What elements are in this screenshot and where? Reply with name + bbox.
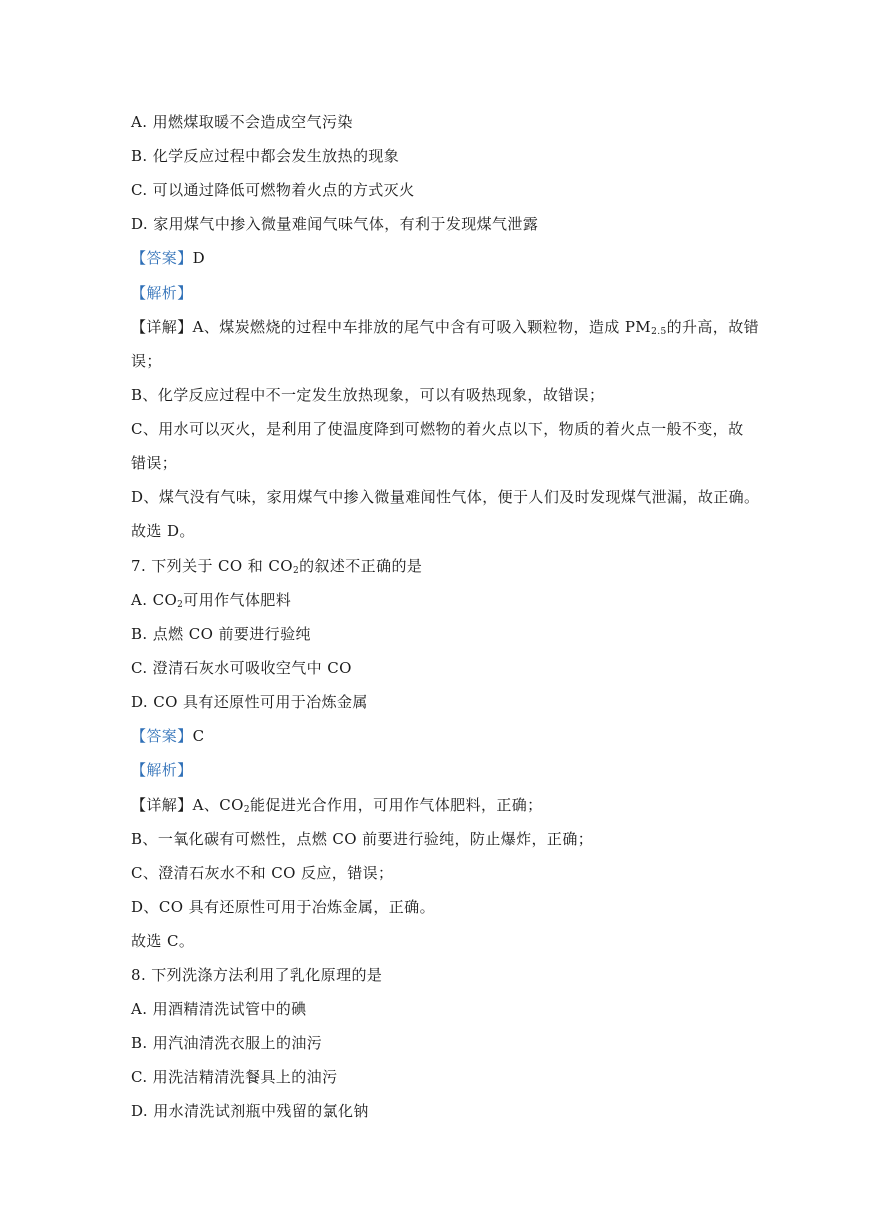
co2-subscript: 2 bbox=[177, 600, 184, 610]
q7-detail-d: D、CO 具有还原性可用于冶炼金属，正确。 bbox=[131, 898, 435, 916]
detail-a-text: A、CO bbox=[192, 796, 244, 814]
q6-analysis-tag: 【解析】 bbox=[131, 284, 193, 302]
q8-option-a: A. 用酒精清洗试管中的碘 bbox=[131, 1000, 307, 1018]
q7-conclusion: 故选 C。 bbox=[131, 932, 195, 950]
q6-answer bbox=[131, 248, 205, 268]
q7-answer bbox=[131, 726, 205, 746]
q7-detail-a bbox=[131, 795, 543, 815]
detail-tag: 【详解】 bbox=[131, 796, 193, 814]
q7-stem bbox=[131, 556, 422, 576]
q7-stem-text-end: 的叙述不正确的是 bbox=[299, 557, 423, 575]
q7-option-c: C. 澄清石灰水可吸收空气中 CO bbox=[131, 659, 352, 677]
pm-subscript: 2.5 bbox=[651, 327, 667, 337]
q6-conclusion: 故选 D。 bbox=[131, 522, 195, 540]
q7-stem-text: 7. 下列关于 CO 和 CO bbox=[131, 557, 293, 575]
q7-analysis-tag: 【解析】 bbox=[131, 761, 193, 779]
co2-subscript: 2 bbox=[292, 566, 300, 576]
q6-option-a: A. 用燃煤取暖不会造成空气污染 bbox=[131, 113, 353, 131]
q7-option-a bbox=[131, 590, 291, 610]
co2-subscript: 2 bbox=[243, 805, 250, 815]
q6-detail-a-wrap: 误； bbox=[131, 352, 162, 370]
q6-option-c: C. 可以通过降低可燃物着火点的方式灭火 bbox=[131, 181, 415, 199]
answer-tag: 【答案】 bbox=[131, 249, 193, 267]
q7-option-b: B. 点燃 CO 前要进行验纯 bbox=[131, 625, 311, 643]
q6-detail-c: C、用水可以灭火，是利用了使温度降到可燃物的着火点以下，物质的着火点一般不变，故 bbox=[131, 420, 744, 438]
detail-tag: 【详解】 bbox=[131, 318, 193, 336]
answer-tag: 【答案】 bbox=[131, 727, 193, 745]
q7-detail-c: C、澄清石灰水不和 CO 反应，错误； bbox=[131, 864, 394, 882]
q8-option-c: C. 用洗洁精清洗餐具上的油污 bbox=[131, 1068, 338, 1086]
detail-a-text-end: 的升高，故错 bbox=[666, 318, 759, 336]
detail-a-text: A、煤炭燃烧的过程中车排放的尾气中含有可吸入颗粒物，造成 PM bbox=[192, 318, 652, 336]
q7-option-a-text-end: 可用作气体肥料 bbox=[183, 591, 292, 609]
q6-detail-d: D、煤气没有气味，家用煤气中掺入微量难闻性气体，便于人们及时发现煤气泄漏，故正确。 bbox=[131, 488, 760, 506]
q7-option-d: D. CO 具有还原性可用于冶炼金属 bbox=[131, 693, 368, 711]
q8-option-b: B. 用汽油清洗衣服上的油污 bbox=[131, 1034, 323, 1052]
q8-option-d: D. 用水清洗试剂瓶中残留的氯化钠 bbox=[131, 1102, 369, 1120]
q6-detail-c-wrap: 错误； bbox=[131, 454, 178, 472]
answer-value: D bbox=[192, 249, 206, 267]
q8-stem: 8. 下列洗涤方法利用了乳化原理的是 bbox=[131, 966, 383, 984]
q6-detail-a bbox=[131, 317, 759, 337]
answer-value: C bbox=[192, 727, 205, 745]
detail-a-text-end: 能促进光合作用，可用作气体肥料，正确； bbox=[249, 796, 543, 814]
q6-option-d: D. 家用煤气中掺入微量难闻气味气体，有利于发现煤气泄露 bbox=[131, 215, 539, 233]
q7-detail-b: B、一氧化碳有可燃性，点燃 CO 前要进行验纯，防止爆炸，正确； bbox=[131, 830, 594, 848]
q7-option-a-text: A. CO bbox=[131, 591, 178, 609]
q6-option-b: B. 化学反应过程中都会发生放热的现象 bbox=[131, 147, 400, 165]
q6-detail-b: B、化学反应过程中不一定发生放热现象，可以有吸热现象，故错误； bbox=[131, 386, 605, 404]
